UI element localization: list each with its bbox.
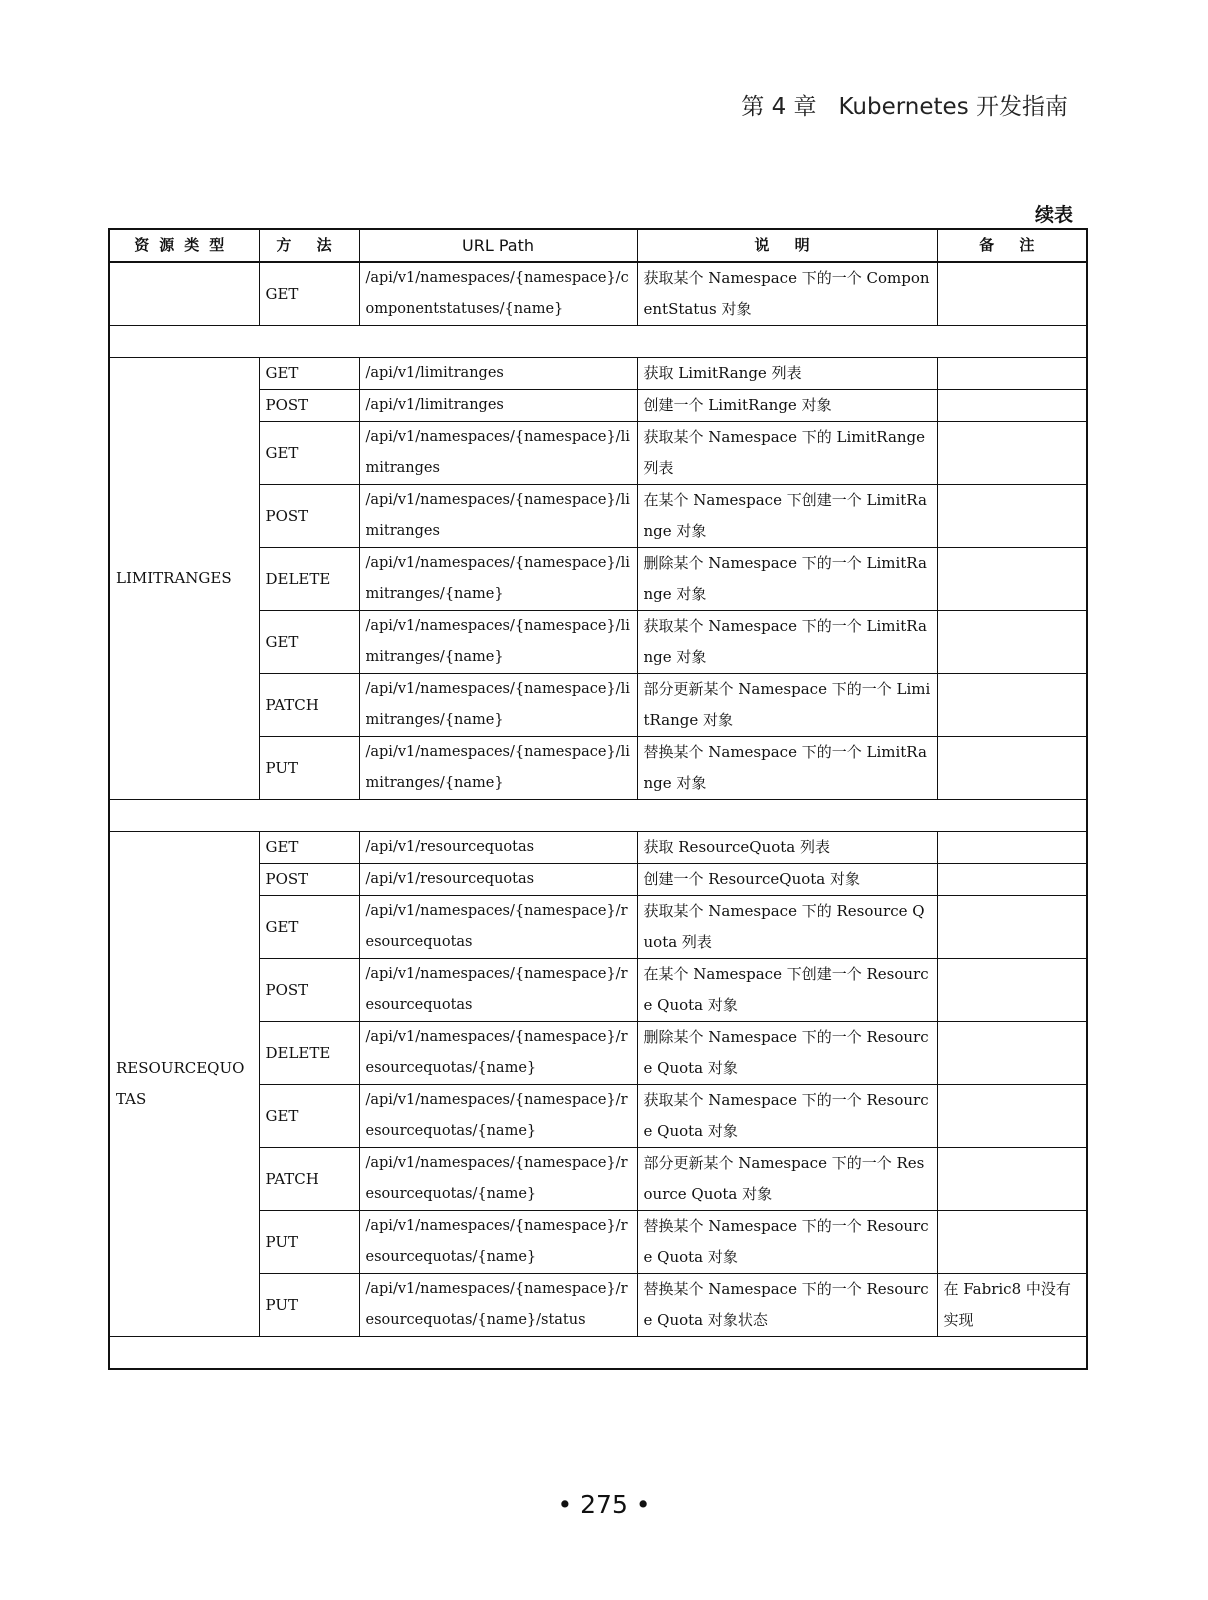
resource-type-cell bbox=[109, 262, 259, 326]
note-cell bbox=[937, 832, 1087, 864]
method-cell: DELETE bbox=[259, 1022, 359, 1085]
description-cell: 替换某个 Namespace 下的一个 Resource Quota 对象状态 bbox=[637, 1274, 937, 1337]
url-path-cell: /api/v1/namespaces/{namespace}/componentstatuses/{name} bbox=[359, 262, 637, 326]
note-cell bbox=[937, 358, 1087, 390]
note-cell: 在 Fabric8 中没有实现 bbox=[937, 1274, 1087, 1337]
page-number: • 275 • bbox=[557, 1490, 651, 1519]
description-cell: 获取 LimitRange 列表 bbox=[637, 358, 937, 390]
description-cell: 获取某个 Namespace 下的一个 ComponentStatus 对象 bbox=[637, 262, 937, 326]
description-cell: 在某个 Namespace 下创建一个 Resource Quota 对象 bbox=[637, 959, 937, 1022]
description-cell: 删除某个 Namespace 下的一个 Resource Quota 对象 bbox=[637, 1022, 937, 1085]
description-cell: 获取某个 Namespace 下的 LimitRange 列表 bbox=[637, 422, 937, 485]
column-header-notes: 备 注 bbox=[937, 229, 1087, 262]
method-cell: GET bbox=[259, 896, 359, 959]
url-path-cell: /api/v1/limitranges bbox=[359, 358, 637, 390]
note-cell bbox=[937, 262, 1087, 326]
description-cell: 替换某个 Namespace 下的一个 Resource Quota 对象 bbox=[637, 1211, 937, 1274]
separator-row bbox=[109, 800, 1087, 832]
method-cell: DELETE bbox=[259, 548, 359, 611]
description-cell: 获取某个 Namespace 下的 Resource Quota 列表 bbox=[637, 896, 937, 959]
url-path-cell: /api/v1/namespaces/{namespace}/limitranges/{name} bbox=[359, 674, 637, 737]
column-header-description: 说 明 bbox=[637, 229, 937, 262]
description-cell: 部分更新某个 Namespace 下的一个 LimitRange 对象 bbox=[637, 674, 937, 737]
separator-row bbox=[109, 326, 1087, 358]
resource-type-cell: RESOURCEQUOTAS bbox=[109, 832, 259, 1337]
column-header-resource-type: 资源类型 bbox=[109, 229, 259, 262]
note-cell bbox=[937, 1211, 1087, 1274]
method-cell: POST bbox=[259, 485, 359, 548]
method-cell: PATCH bbox=[259, 674, 359, 737]
description-cell: 获取某个 Namespace 下的一个 LimitRange 对象 bbox=[637, 611, 937, 674]
url-path-cell: /api/v1/namespaces/{namespace}/resourcequotas/{name} bbox=[359, 1211, 637, 1274]
method-cell: GET bbox=[259, 611, 359, 674]
api-table bbox=[108, 228, 1088, 1370]
table-row bbox=[109, 832, 1087, 864]
note-cell bbox=[937, 737, 1087, 800]
url-path-cell: /api/v1/namespaces/{namespace}/limitranges/{name} bbox=[359, 737, 637, 800]
description-cell: 删除某个 Namespace 下的一个 LimitRange 对象 bbox=[637, 548, 937, 611]
url-path-cell: /api/v1/namespaces/{namespace}/resourcequotas/{name} bbox=[359, 1148, 637, 1211]
table-body bbox=[109, 262, 1087, 1369]
description-cell: 部分更新某个 Namespace 下的一个 Resource Quota 对象 bbox=[637, 1148, 937, 1211]
note-cell bbox=[937, 548, 1087, 611]
url-path-cell: /api/v1/namespaces/{namespace}/resourcequotas/{name} bbox=[359, 1022, 637, 1085]
url-path-cell: /api/v1/limitranges bbox=[359, 390, 637, 422]
description-cell: 获取 ResourceQuota 列表 bbox=[637, 832, 937, 864]
note-cell bbox=[937, 1148, 1087, 1211]
note-cell bbox=[937, 422, 1087, 485]
resource-type-cell: LIMITRANGES bbox=[109, 358, 259, 800]
table-header-row bbox=[109, 229, 1087, 262]
url-path-cell: /api/v1/namespaces/{namespace}/limitranges bbox=[359, 485, 637, 548]
method-cell: PUT bbox=[259, 1211, 359, 1274]
url-path-cell: /api/v1/namespaces/{namespace}/resourcequotas bbox=[359, 896, 637, 959]
url-path-cell: /api/v1/namespaces/{namespace}/resourcequotas/{name}/status bbox=[359, 1274, 637, 1337]
method-cell: POST bbox=[259, 390, 359, 422]
column-header-method: 方 法 bbox=[259, 229, 359, 262]
chapter-number: 第 4 章 bbox=[741, 94, 817, 120]
chapter-title: Kubernetes 开发指南 bbox=[838, 94, 1068, 120]
running-header bbox=[741, 88, 1068, 121]
table-row bbox=[109, 358, 1087, 390]
method-cell: GET bbox=[259, 1085, 359, 1148]
url-path-cell: /api/v1/namespaces/{namespace}/limitranges/{name} bbox=[359, 548, 637, 611]
url-path-cell: /api/v1/resourcequotas bbox=[359, 832, 637, 864]
method-cell: PUT bbox=[259, 1274, 359, 1337]
description-cell: 创建一个 LimitRange 对象 bbox=[637, 390, 937, 422]
separator-cell bbox=[109, 1337, 1087, 1370]
method-cell: POST bbox=[259, 864, 359, 896]
note-cell bbox=[937, 390, 1087, 422]
separator-row bbox=[109, 1337, 1087, 1370]
method-cell: GET bbox=[259, 358, 359, 390]
url-path-cell: /api/v1/namespaces/{namespace}/resourcequotas/{name} bbox=[359, 1085, 637, 1148]
note-cell bbox=[937, 896, 1087, 959]
method-cell: GET bbox=[259, 262, 359, 326]
note-cell bbox=[937, 485, 1087, 548]
description-cell: 获取某个 Namespace 下的一个 Resource Quota 对象 bbox=[637, 1085, 937, 1148]
method-cell: PATCH bbox=[259, 1148, 359, 1211]
note-cell bbox=[937, 674, 1087, 737]
url-path-cell: /api/v1/namespaces/{namespace}/limitranges/{name} bbox=[359, 611, 637, 674]
method-cell: GET bbox=[259, 422, 359, 485]
separator-cell bbox=[109, 800, 1087, 832]
table-row bbox=[109, 262, 1087, 326]
column-header-url-path: URL Path bbox=[359, 229, 637, 262]
url-path-cell: /api/v1/resourcequotas bbox=[359, 864, 637, 896]
method-cell: POST bbox=[259, 959, 359, 1022]
url-path-cell: /api/v1/namespaces/{namespace}/limitranges bbox=[359, 422, 637, 485]
note-cell bbox=[937, 864, 1087, 896]
description-cell: 在某个 Namespace 下创建一个 LimitRange 对象 bbox=[637, 485, 937, 548]
method-cell: PUT bbox=[259, 737, 359, 800]
url-path-cell: /api/v1/namespaces/{namespace}/resourcequotas bbox=[359, 959, 637, 1022]
note-cell bbox=[937, 959, 1087, 1022]
description-cell: 创建一个 ResourceQuota 对象 bbox=[637, 864, 937, 896]
method-cell: GET bbox=[259, 832, 359, 864]
separator-cell bbox=[109, 326, 1087, 358]
continued-table-label: 续表 bbox=[1034, 204, 1073, 226]
description-cell: 替换某个 Namespace 下的一个 LimitRange 对象 bbox=[637, 737, 937, 800]
note-cell bbox=[937, 1085, 1087, 1148]
note-cell bbox=[937, 611, 1087, 674]
note-cell bbox=[937, 1022, 1087, 1085]
